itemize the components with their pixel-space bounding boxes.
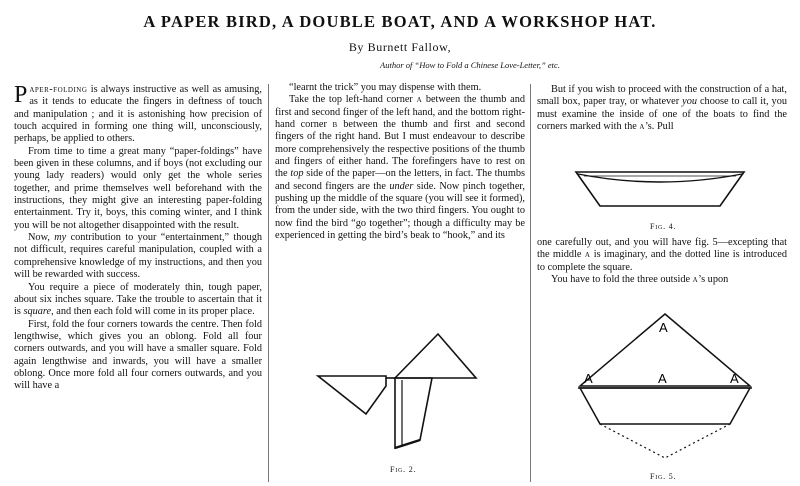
- figure-5-caption: Fig. 5.: [650, 472, 677, 481]
- byline: By Burnett Fallow,: [348, 40, 452, 54]
- article-title: A PAPER BIRD, A DOUBLE BOAT, AND A WORKSHOP HAT.: [143, 12, 657, 31]
- paragraph: [14, 232, 262, 281]
- hat-band: [580, 388, 750, 424]
- emphasis: you: [682, 96, 698, 108]
- column-1: [14, 84, 262, 393]
- corner-label-a: A: [659, 320, 668, 335]
- paragraph: [537, 237, 787, 274]
- column-3-top: [537, 84, 787, 133]
- corner-letter: a: [584, 249, 591, 261]
- lead-in: aper-folding: [29, 84, 88, 95]
- paragraph: [537, 274, 787, 286]
- emphasis: top: [290, 168, 304, 180]
- boat-hull: [576, 172, 744, 206]
- boat-rim: [578, 174, 742, 182]
- corner-label-a: A: [584, 371, 593, 386]
- paragraph-text: Take the top left-hand corner: [289, 94, 417, 106]
- figure-4-boat-illustration: [570, 160, 750, 220]
- paragraph-text: , and then each fold will come in its proper place.: [51, 306, 255, 318]
- bird-head: [395, 334, 476, 378]
- figure-2-bird-illustration: [310, 330, 490, 460]
- author-note: Author of “How to Fold a Chinese Love-Letter,” etc.: [380, 60, 560, 70]
- drop-cap: P: [14, 82, 28, 108]
- emphasis: under: [389, 180, 414, 192]
- corner-letter: b: [332, 119, 338, 131]
- bird-tail-shade: [395, 440, 420, 448]
- emphasis: my: [54, 232, 67, 244]
- paragraph-text: between the thumb and first and second fingers of the right hand. But I must endeavour to describe more comprehensively the respective positions of the thumb and fingers of either hand. The forefingers have to rest on the: [275, 119, 525, 180]
- emphasis: square: [23, 306, 52, 318]
- paragraph-text: But if you wish to proceed with the construction of a hat, small box, paper tray, or whatever: [537, 84, 787, 108]
- column-3-bottom: [537, 237, 787, 286]
- figure-5-hat-illustration: [570, 312, 760, 462]
- bird-wing: [318, 376, 386, 414]
- paragraph-text: choose to call it, you must examine the inside of one of the boats to find the corners marked with the: [537, 96, 787, 133]
- paragraph-text: between the thumb and first and second finger of the left hand, and the bottom right-hand corner: [275, 94, 525, 131]
- paragraph-text: side. Now pinch together, pushing up the middle of the square (you will see it formed), from the under side, with the two third fingers. You ought to now find the bird “go together”; though a difficulty may be experienced in getting the bird’s beak to “hook,” and its: [275, 180, 525, 242]
- column-divider-right: [530, 84, 531, 482]
- paragraph-text: ’s. Pull: [644, 121, 674, 133]
- corner-label-a: A: [658, 371, 667, 386]
- paragraph: [537, 84, 787, 133]
- column-divider-left: [268, 84, 269, 482]
- figure-4-caption: Fig. 4.: [650, 222, 677, 231]
- column-2: [275, 82, 525, 242]
- paragraph-text: is imaginary, and the dotted line is introduced to complete the square.: [537, 249, 788, 273]
- paragraph-text: You require a piece of moderately thin, tough paper, about six inches square. Take the trouble to ascertain that it is: [14, 281, 262, 318]
- paragraph-text: You have to fold the three outside: [551, 274, 693, 286]
- paragraph: First, fold the four corners towards the centre. Then fold lengthwise, which gives you an oblong. Fold all four corners outwards, and you will have a smaller square. Fold again lengthwise and inwards, you will have a smaller oblong. Once more fold all four corners outwards, and you will have a: [14, 318, 262, 392]
- paragraph: “learnt the trick” you may dispense with them.: [289, 82, 482, 93]
- paragraph-text: one carefully out, and you will have fig. 5—excepting that the middle: [537, 237, 787, 261]
- paragraph: [14, 282, 262, 319]
- paragraph-text: is always instructive as well as amusing, as it tends to educate the fingers in deftness of touch and manipulation ; and it is astonishing how precision of touch acquired in forming one thing will, unconsciously, perhaps, be applied to others.: [14, 84, 262, 145]
- corner-letter: a: [692, 274, 699, 286]
- corner-letter: a: [416, 94, 423, 106]
- corner-letter: a: [639, 121, 645, 133]
- paragraph: [275, 94, 525, 242]
- paragraph-text: contribution to your “entertainment,” though not difficult, requires careful manipulation, coupled with a comprehensive knowledge of my instructions, and then you will be rewarded with success.: [14, 232, 262, 281]
- dotted-completion-line: [600, 424, 730, 458]
- figure-2-caption: Fig. 2.: [390, 465, 417, 474]
- paragraph: [14, 84, 262, 146]
- paragraph-text: Now,: [28, 232, 55, 244]
- bird-body: [395, 378, 432, 448]
- paragraph-text: side of the paper—on the letters, in fact. The thumbs and second fingers are the: [275, 168, 525, 192]
- corner-label-a: A: [730, 371, 739, 386]
- paragraph-text: ’s upon: [698, 274, 729, 286]
- paragraph: From time to time a great many “paper-foldings” have been given in these columns, and if boys (not excluding our young lady readers) would only get the whole series together, and prime themselves well beforehand with the instructions, they might give an interesting paper-folding entertainment. Try it, boys, this coming winter, and I think you will be not altogether disappointed with the result.: [14, 145, 262, 231]
